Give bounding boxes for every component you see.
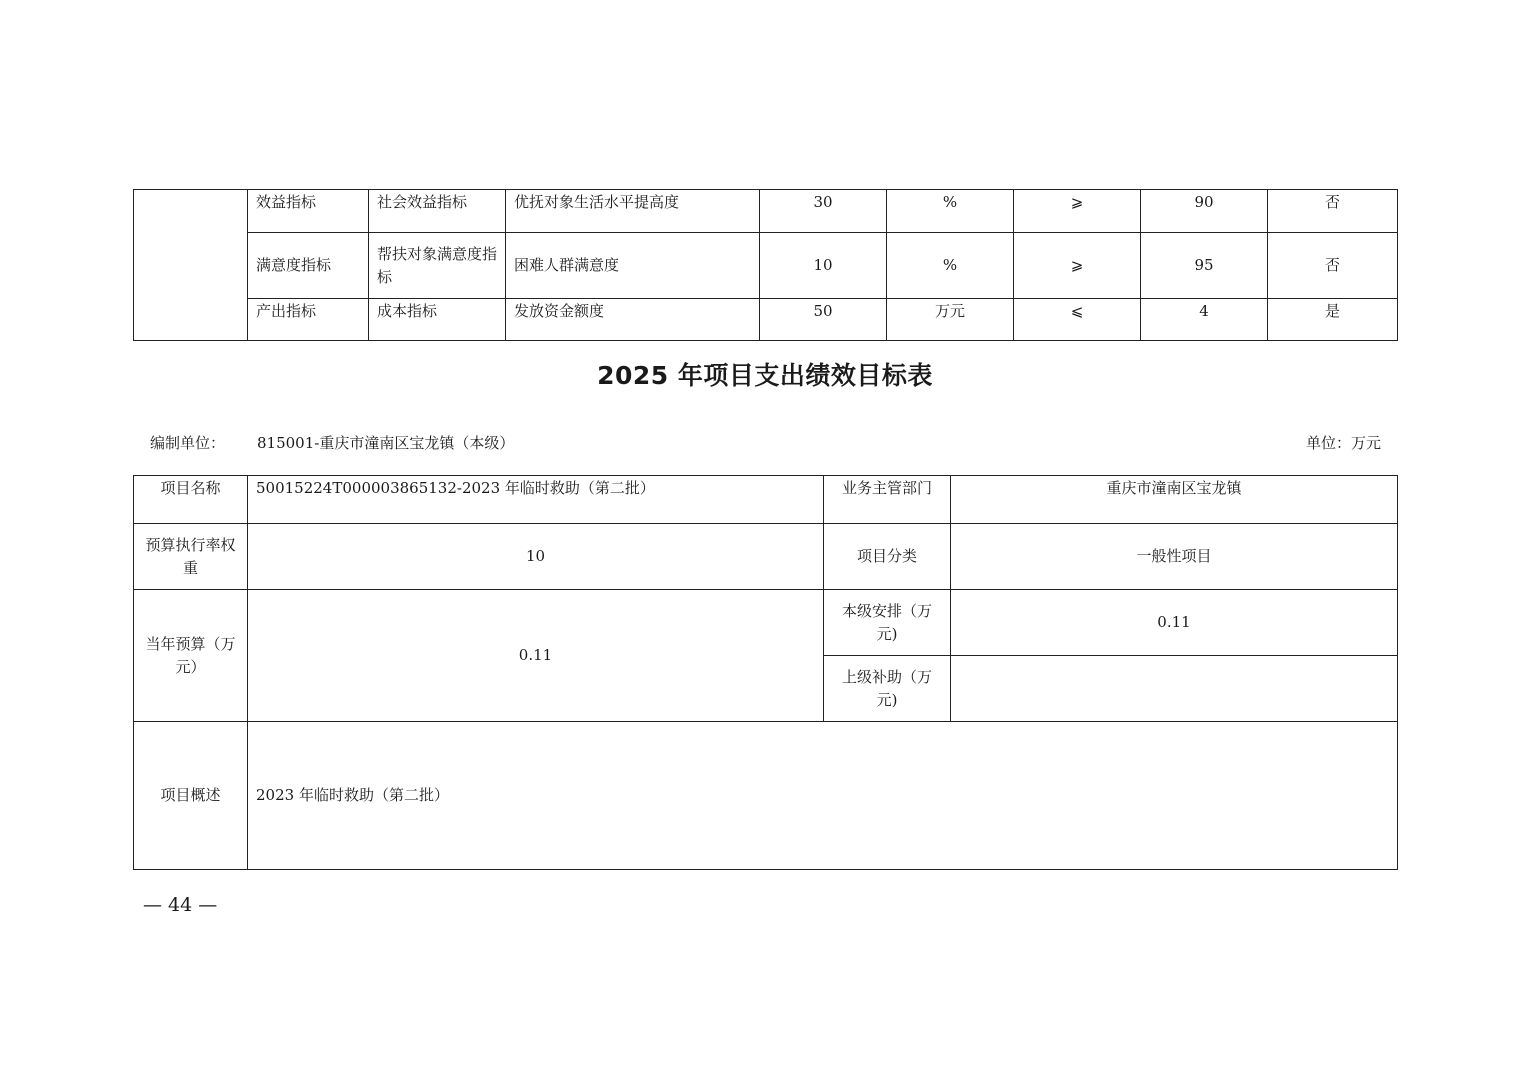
dept-value: 重庆市潼南区宝龙镇: [951, 476, 1398, 524]
indicator-row: [134, 299, 1398, 341]
weight-row: [134, 524, 1398, 590]
page-title: 2025 年项目支出绩效目标表: [597, 361, 933, 390]
operator-cell: ⩽: [1014, 299, 1141, 341]
indicator-row: [134, 190, 1398, 233]
project-name-value: 50015224T000003865132-2023 年临时救助（第二批）: [248, 476, 824, 524]
category-label: 项目分类: [824, 524, 951, 590]
project-name-row: [134, 476, 1398, 524]
target-cell: 95: [1141, 233, 1268, 299]
weight-cell: 30: [760, 190, 887, 233]
unit-label: 单位：万元: [1306, 434, 1382, 452]
target-cell: 90: [1141, 190, 1268, 233]
category-value: 一般性项目: [951, 524, 1398, 590]
project-info-table: [133, 475, 1398, 870]
unit-cell: %: [887, 190, 1014, 233]
core-cell: 是: [1268, 299, 1398, 341]
unit-cell: 万元: [887, 299, 1014, 341]
weight-cell: 50: [760, 299, 887, 341]
level2-cell: 帮扶对象满意度指标: [369, 233, 506, 299]
budget-label: 当年预算（万元）: [134, 590, 248, 722]
operator-cell: ⩾: [1014, 233, 1141, 299]
indicator-table-continued: [133, 189, 1398, 341]
level2-cell: 成本指标: [369, 299, 506, 341]
page-number: — 44 —: [143, 894, 218, 916]
core-cell: 否: [1268, 190, 1398, 233]
level3-cell: 困难人群满意度: [506, 233, 760, 299]
level2-cell: 社会效益指标: [369, 190, 506, 233]
upper-budget-label: 上级补助（万元): [824, 656, 951, 722]
indicator-blank-cell: [134, 190, 248, 341]
budget-row: [134, 590, 1398, 656]
budget-value: 0.11: [248, 590, 824, 722]
dept-label: 业务主管部门: [824, 476, 951, 524]
target-cell: 4: [1141, 299, 1268, 341]
summary-value: 2023 年临时救助（第二批）: [248, 722, 1398, 870]
org-label: 编制单位：: [150, 434, 226, 452]
project-name-label: 项目名称: [134, 476, 248, 524]
weight-label: 预算执行率权重: [134, 524, 248, 590]
weight-cell: 10: [760, 233, 887, 299]
org-value: 815001-重庆市潼南区宝龙镇（本级）: [257, 434, 515, 452]
local-budget-value: 0.11: [951, 590, 1398, 656]
summary-row: [134, 722, 1398, 870]
unit-cell: %: [887, 233, 1014, 299]
upper-budget-value: [951, 656, 1398, 722]
level1-cell: 效益指标: [248, 190, 369, 233]
core-cell: 否: [1268, 233, 1398, 299]
level1-cell: 产出指标: [248, 299, 369, 341]
level3-cell: 优抚对象生活水平提高度: [506, 190, 760, 233]
level3-cell: 发放资金额度: [506, 299, 760, 341]
level1-cell: 满意度指标: [248, 233, 369, 299]
local-budget-label: 本级安排（万元): [824, 590, 951, 656]
operator-cell: ⩾: [1014, 190, 1141, 233]
summary-label: 项目概述: [134, 722, 248, 870]
weight-value: 10: [248, 524, 824, 590]
indicator-row: [134, 233, 1398, 299]
